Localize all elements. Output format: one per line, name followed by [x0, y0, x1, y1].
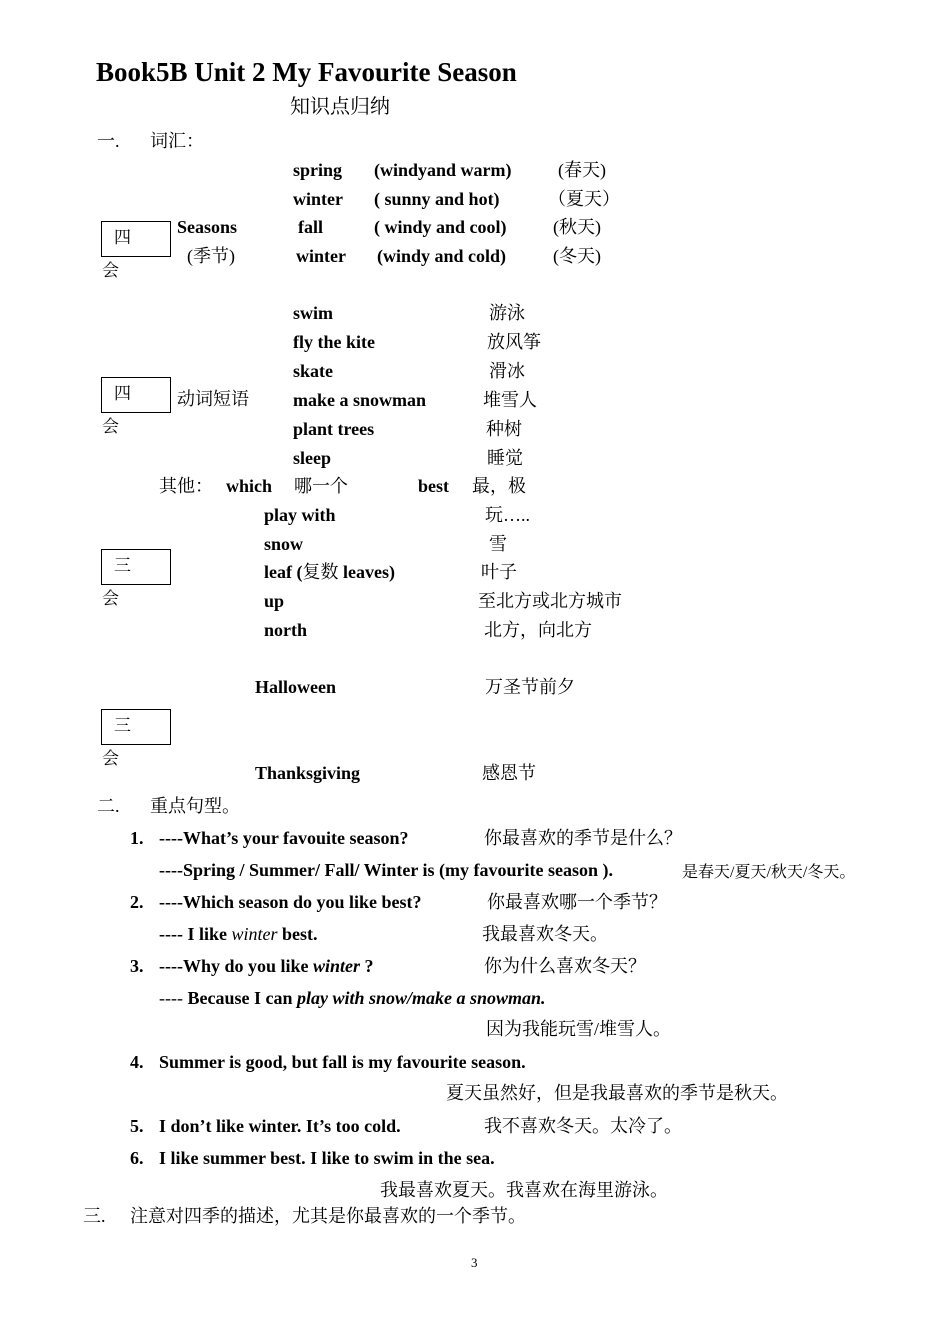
three-word: snow — [264, 534, 304, 554]
other-cn-which: 哪一个 — [294, 476, 348, 496]
three-cn: 雪 — [489, 534, 507, 554]
verb-word: sleep — [293, 448, 331, 468]
sentence-text: Summer is good, but fall is my favourite season. — [159, 1052, 526, 1072]
festival-cn: 感恩节 — [482, 763, 536, 783]
other-word-best: best — [418, 476, 449, 496]
season-cn: (春天) — [558, 160, 606, 180]
sentence-cn: 因为我能玩雪/堆雪人。 — [486, 1019, 671, 1039]
sentence-number: 2. — [130, 892, 144, 912]
sentence-cn: 我不喜欢冬天。太冷了。 — [484, 1116, 682, 1136]
season-word: spring — [293, 160, 343, 180]
sentence-cn: 你最喜欢的季节是什么？ — [484, 828, 682, 848]
verb-cn: 种树 — [486, 419, 522, 439]
sentence-number: 4. — [130, 1052, 144, 1072]
page-number: 3 — [471, 1255, 478, 1270]
verb-cn: 堆雪人 — [483, 390, 537, 410]
sentence-cn: 我最喜欢夏天。我喜欢在海里游泳。 — [380, 1180, 668, 1200]
level-box-three: 三 会 — [101, 549, 171, 585]
section2-number: 二. — [97, 796, 120, 816]
sentence-number: 5. — [130, 1116, 144, 1136]
sentence-number: 3. — [130, 956, 144, 976]
sentence-question: ----What’s your favouite season? — [159, 828, 409, 848]
seasons-label-cn: (季节) — [187, 246, 235, 266]
other-label: 其他： — [159, 476, 213, 496]
sentence-cn: 你最喜欢哪一个季节？ — [487, 892, 667, 912]
season-desc: (windyand warm) — [374, 160, 512, 180]
season-cn: (冬天) — [553, 246, 601, 266]
season-desc: (windy and cold) — [377, 246, 507, 266]
three-cn: 至北方或北方城市 — [478, 591, 622, 611]
sentence-question: ----Which season do you like best? — [159, 892, 422, 912]
level-box-verbs: 四 会 — [101, 377, 171, 413]
season-cn: (秋天) — [553, 217, 601, 237]
sentence-answer: ---- I like winter best. — [159, 924, 318, 944]
season-word: fall — [298, 217, 323, 237]
page-title: Book5B Unit 2 My Favourite Season — [96, 57, 517, 87]
section1-heading: 词汇： — [150, 131, 204, 151]
other-word-which: which — [226, 476, 273, 496]
seasons-label: Seasons — [177, 217, 238, 237]
festival-word: Halloween — [255, 677, 336, 697]
verb-word: plant trees — [293, 419, 375, 439]
section2-heading: 重点句型。 — [150, 796, 240, 816]
verb-word: skate — [293, 361, 333, 381]
three-cn: 北方，向北方 — [484, 620, 592, 640]
verb-word: swim — [293, 303, 333, 323]
three-cn: 玩….. — [485, 505, 530, 525]
sentence-cn: 你为什么喜欢冬天？ — [484, 956, 646, 976]
three-cn: 叶子 — [481, 562, 517, 582]
sentence-number: 1. — [130, 828, 144, 848]
verb-word: fly the kite — [293, 332, 375, 352]
sentence-cn: 我最喜欢冬天。 — [482, 924, 608, 944]
season-word: winter — [293, 189, 343, 209]
level-box-festivals: 三 会 — [101, 709, 171, 745]
sentence-question: ----Why do you like winter ? — [159, 956, 374, 976]
verbs-label: 动词短语 — [177, 389, 249, 409]
section3-heading: 注意对四季的描述，尤其是你最喜欢的一个季节。 — [130, 1206, 526, 1226]
sentence-answer: ---- Because I can play with snow/make a snowman. — [159, 988, 546, 1008]
season-desc: ( windy and cool) — [374, 217, 507, 237]
verb-word: make a snowman — [293, 390, 427, 410]
sentence-cn: 夏天虽然好，但是我最喜欢的季节是秋天。 — [446, 1083, 788, 1103]
season-word: winter — [296, 246, 346, 266]
section1-number: 一. — [97, 131, 120, 151]
festival-word: Thanksgiving — [255, 763, 361, 783]
three-word: north — [264, 620, 308, 640]
three-word-leaf: leaf (复数 leaves) — [264, 562, 395, 582]
level-box-seasons: 四 会 — [101, 221, 171, 257]
verb-cn: 滑冰 — [489, 361, 525, 381]
sentence-answer: ----Spring / Summer/ Fall/ Winter is (my favourite season ). — [159, 860, 613, 880]
verb-cn: 睡觉 — [487, 448, 523, 468]
verb-cn: 游泳 — [489, 303, 525, 323]
season-cn: （夏天） — [548, 189, 620, 209]
three-word: play with — [264, 505, 336, 525]
verb-cn: 放风筝 — [487, 332, 541, 352]
sentence-number: 6. — [130, 1148, 144, 1168]
sentence-text: I like summer best. I like to swim in the sea. — [159, 1148, 495, 1168]
three-word: up — [264, 591, 285, 611]
season-desc: ( sunny and hot) — [374, 189, 500, 209]
sentence-cn: 是春天/夏天/秋天/冬天。 — [682, 864, 856, 881]
sentence-text: I don’t like winter. It’s too cold. — [159, 1116, 401, 1136]
festival-cn: 万圣节前夕 — [485, 677, 575, 697]
section3-number: 三. — [83, 1206, 106, 1226]
other-cn-best: 最，极 — [472, 476, 526, 496]
page-subtitle: 知识点归纳 — [290, 96, 390, 118]
